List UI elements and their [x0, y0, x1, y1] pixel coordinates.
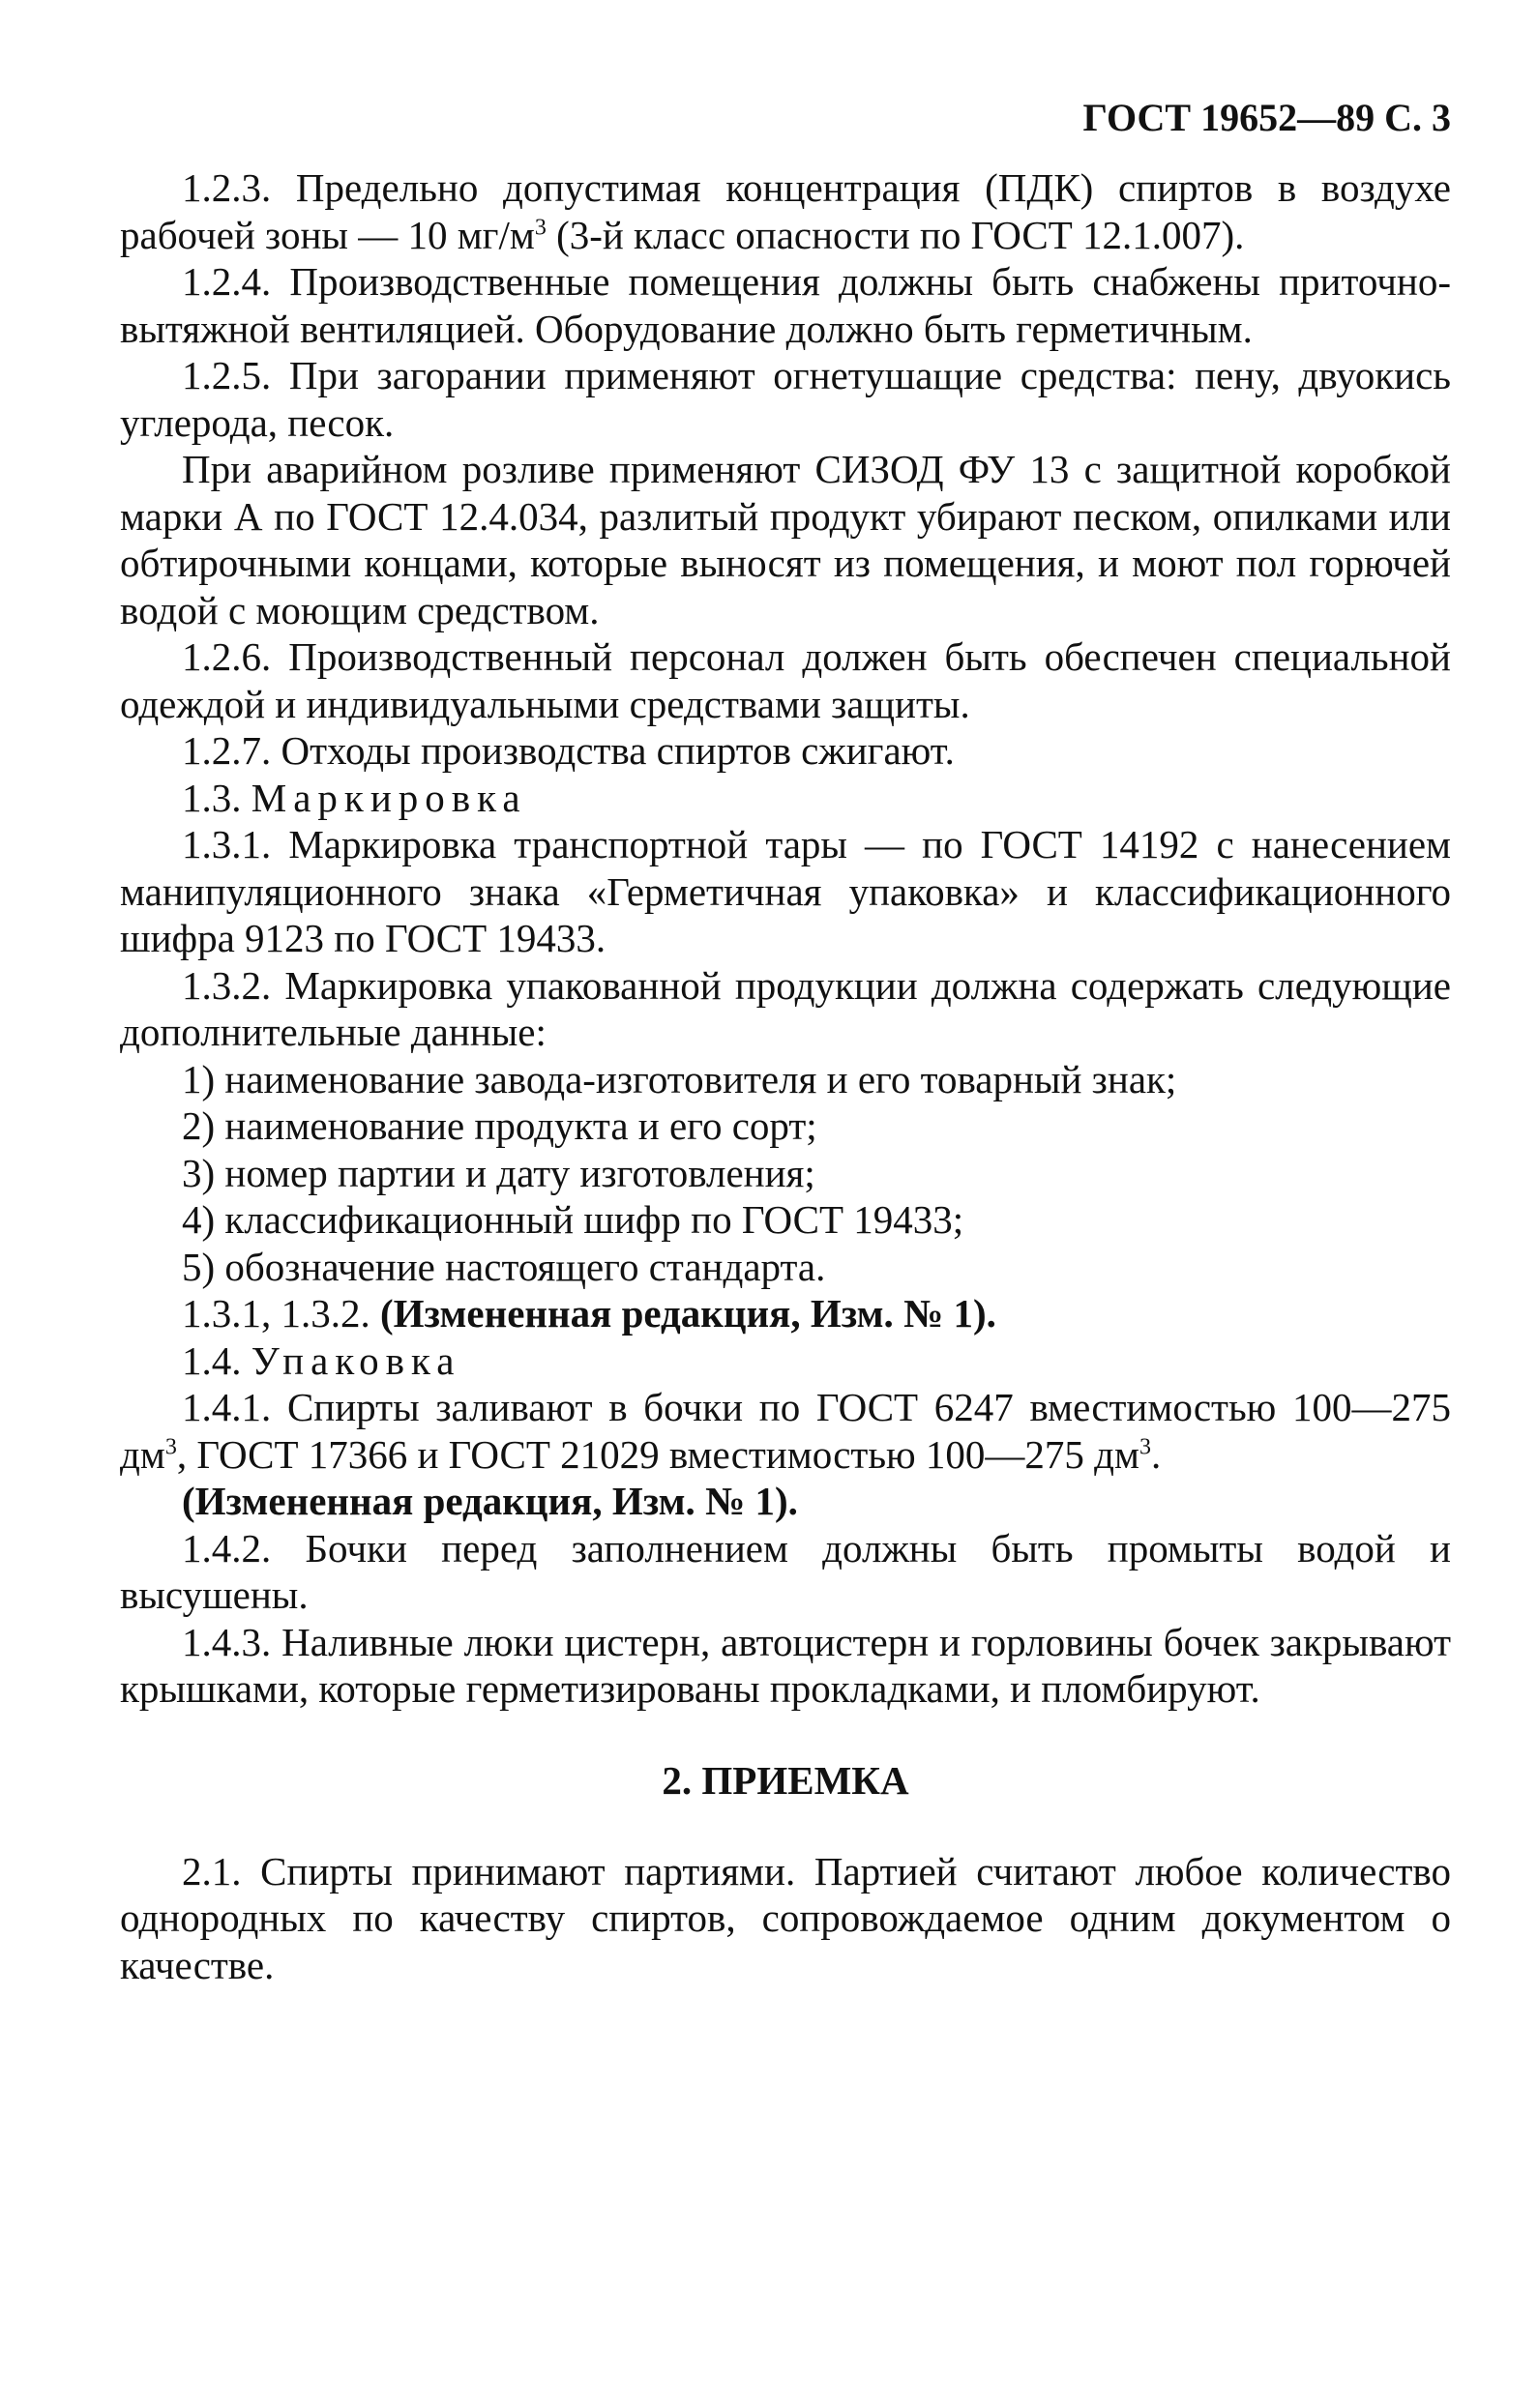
- document-page: [120, 93, 1451, 1988]
- section-2-title: 2. ПРИЕМКА: [662, 1757, 909, 1803]
- paragraph-1-4-1-text-a: 1.4.1. Спирты заливают в бочки по ГОСТ 6247 вместимостью 100—275 дм: [120, 1385, 1451, 1477]
- change-note-1-3: [120, 1290, 1451, 1337]
- heading-1-3: [120, 775, 1451, 822]
- paragraph-1-2-3: [120, 164, 1451, 258]
- paragraph-2-1: 2.1. Спирты принимают партиями. Партией считают любое количество однородных по качеству спиртов, сопровождаемое одним документом о качестве.: [120, 1848, 1451, 1987]
- paragraph-1-4-1: [120, 1384, 1451, 1478]
- paragraph-1-4-3: 1.4.3. Наливные люки цистерн, автоцистерн и горловины бочек закрывают крышками, которые герметизированы прокладками, и пломбируют.: [120, 1619, 1451, 1711]
- paragraph-1-2-4: 1.2.4. Производственные помещения должны быть снабжены приточно-вытяжной вентиляцией. Оборудование должно быть герметичным.: [120, 259, 1451, 351]
- paragraph-1-4-1-text-b: , ГОСТ 17366 и ГОСТ 21029 вместимостью 100—275 дм: [176, 1431, 1139, 1477]
- paragraph-1-3-2: 1.3.2. Маркировка упакованной продукции должна содержать следующие дополнительные данные:: [120, 962, 1451, 1054]
- heading-1-3-number: 1.3.: [182, 775, 251, 820]
- page-header: ГОСТ 19652—89 С. 3: [1082, 96, 1451, 139]
- paragraph-1-4-1-text-c: .: [1150, 1431, 1162, 1477]
- list-item: 5) обозначение настоящего стандарта.: [182, 1244, 826, 1289]
- superscript: 3: [534, 214, 547, 240]
- paragraph-1-2-6: 1.2.6. Производственный персонал должен быть обеспечен специальной одеждой и индивидуальными средствами защиты.: [120, 634, 1451, 726]
- list-item: 2) наименование продукта и его сорт;: [182, 1103, 817, 1148]
- heading-1-4: [120, 1337, 1451, 1385]
- heading-1-4-title: Упаковка: [251, 1337, 461, 1383]
- heading-1-3-title: Маркировка: [251, 775, 527, 820]
- list-item: 3) номер партии и дату изготовления;: [182, 1150, 815, 1195]
- superscript: 3: [164, 1433, 177, 1459]
- change-note-prefix: 1.3.1, 1.3.2.: [182, 1291, 380, 1336]
- change-note-text: (Измененная редакция, Изм. № 1).: [380, 1291, 996, 1336]
- superscript: 3: [1139, 1433, 1151, 1459]
- heading-1-4-number: 1.4.: [182, 1337, 251, 1383]
- list-item: 4) классификационный шифр по ГОСТ 19433;: [182, 1197, 964, 1242]
- list-item: 1) наименование завода-изготовителя и его товарный знак;: [182, 1056, 1177, 1101]
- paragraph-1-3-1: 1.3.1. Маркировка транспортной тары — по ГОСТ 14192 с нанесением манипуляционного знака «Герметичная упаковка» и классификационного шифра 9123 по ГОСТ 19433.: [120, 822, 1451, 960]
- paragraph-1-2-3-tail: (3-й класс опасности по ГОСТ 12.1.007).: [546, 212, 1245, 257]
- paragraph-1-2-3-text: 1.2.3. Предельно допустимая концентрация (ПДК) спиртов в воздухе рабочей зоны — 10 мг/м: [120, 165, 1451, 257]
- paragraph-1-4-2: 1.4.2. Бочки перед заполнением должны быть промыты водой и высушены.: [120, 1525, 1451, 1617]
- change-note-1-4-1: (Измененная редакция, Изм. № 1).: [182, 1479, 798, 1523]
- paragraph-1-2-5: 1.2.5. При загорании применяют огнетушащие средства: пену, двуокись углерода, песок.: [120, 353, 1451, 445]
- paragraph-1-2-7: 1.2.7. Отходы производства спиртов сжигают.: [182, 728, 955, 773]
- paragraph-1-2-5-b: При аварийном розливе применяют СИЗОД ФУ 13 с защитной коробкой марки А по ГОСТ 12.4.034, разлитый продукт убирают песком, опилками или обтирочными концами, которые выносят из помещения, и моют пол горючей водой с моющим средством.: [120, 447, 1451, 632]
